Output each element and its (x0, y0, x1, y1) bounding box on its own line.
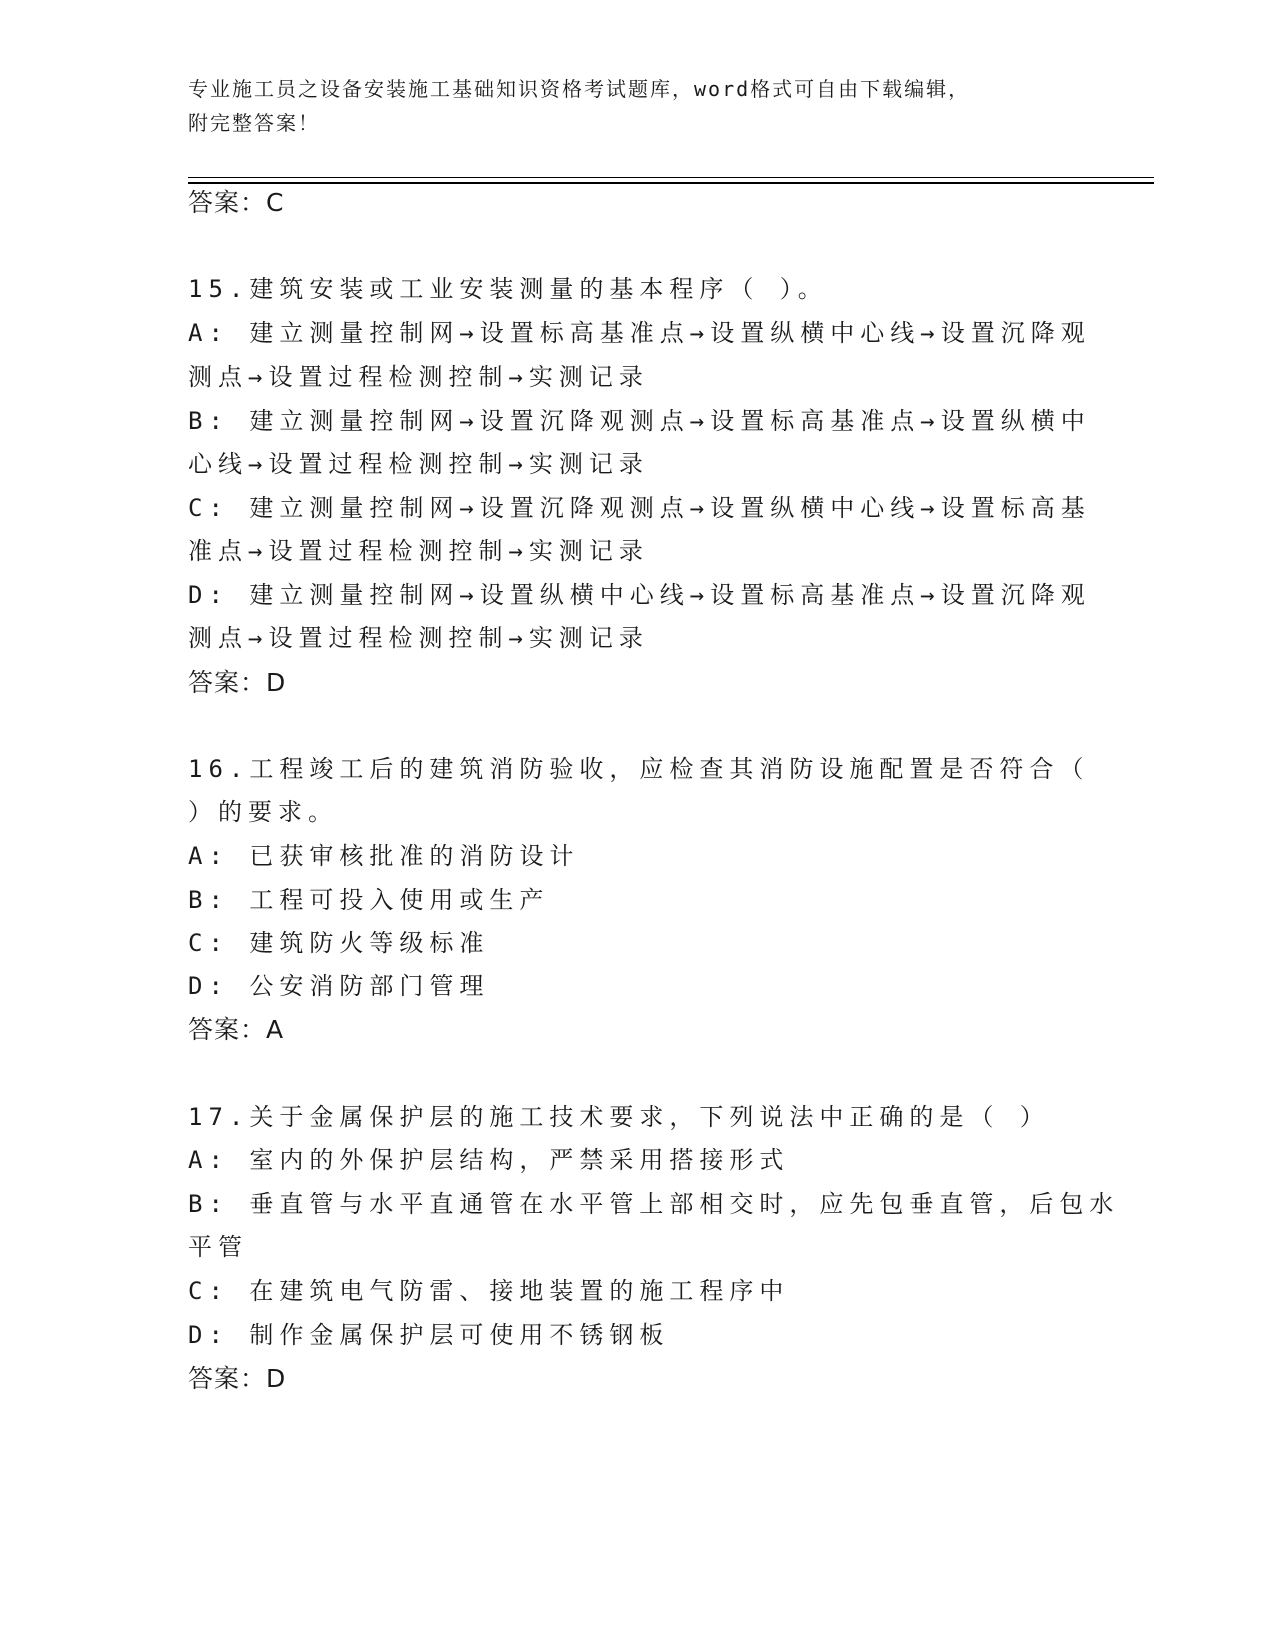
q17-option-b-line1: B: 垂直管与水平直通管在水平管上部相交时，应先包垂直管，后包水 (188, 1190, 1120, 1218)
answer-q16: 答案：A (188, 1015, 285, 1044)
q15-option-a-line2: 测点→设置过程检测控制→实测记录 (188, 363, 649, 391)
q16-stem-line1: 16.工程竣工后的建筑消防验收，应检查其消防设施配置是否符合（ (188, 755, 1090, 783)
q15-stem: 15.建筑安装或工业安装测量的基本程序（ ）。 (188, 275, 828, 303)
q15-option-b-line2: 心线→设置过程检测控制→实测记录 (188, 450, 649, 478)
q17-option-c: C: 在建筑电气防雷、接地装置的施工程序中 (188, 1277, 790, 1305)
header-line-1: 专业施工员之设备安装施工基础知识资格考试题库，word格式可自由下载编辑， (188, 77, 971, 101)
q16-stem-line2: ）的要求。 (188, 798, 338, 826)
header-divider-thin (188, 177, 1154, 178)
q15-option-c-line1: C: 建立测量控制网→设置沉降观测点→设置纵横中心线→设置标高基 (188, 494, 1091, 522)
header-divider-thick (188, 182, 1154, 184)
q15-option-d-line2: 测点→设置过程检测控制→实测记录 (188, 624, 649, 652)
q15-option-a-line1: A: 建立测量控制网→设置标高基准点→设置纵横中心线→设置沉降观 (188, 319, 1091, 347)
answer-q17: 答案：D (188, 1364, 287, 1393)
q17-option-d: D: 制作金属保护层可使用不锈钢板 (188, 1321, 670, 1349)
answer-q15: 答案：D (188, 668, 287, 697)
q15-option-c-line2: 准点→设置过程检测控制→实测记录 (188, 537, 649, 565)
header-line-2: 附完整答案！ (188, 111, 320, 135)
answer-q14: 答案：C (188, 188, 285, 217)
q17-option-a: A: 室内的外保护层结构，严禁采用搭接形式 (188, 1146, 790, 1174)
document-header (188, 72, 1088, 140)
q16-option-b: B: 工程可投入使用或生产 (188, 886, 550, 914)
q16-option-a: A: 已获审核批准的消防设计 (188, 842, 580, 870)
q17-stem: 17.关于金属保护层的施工技术要求，下列说法中正确的是（ ） (188, 1103, 1050, 1131)
q16-option-c: C: 建筑防火等级标准 (188, 929, 490, 957)
q17-option-b-line2: 平管 (188, 1233, 248, 1261)
q16-option-d: D: 公安消防部门管理 (188, 972, 490, 1000)
q15-option-d-line1: D: 建立测量控制网→设置纵横中心线→设置标高基准点→设置沉降观 (188, 581, 1091, 609)
q15-option-b-line1: B: 建立测量控制网→设置沉降观测点→设置标高基准点→设置纵横中 (188, 407, 1091, 435)
